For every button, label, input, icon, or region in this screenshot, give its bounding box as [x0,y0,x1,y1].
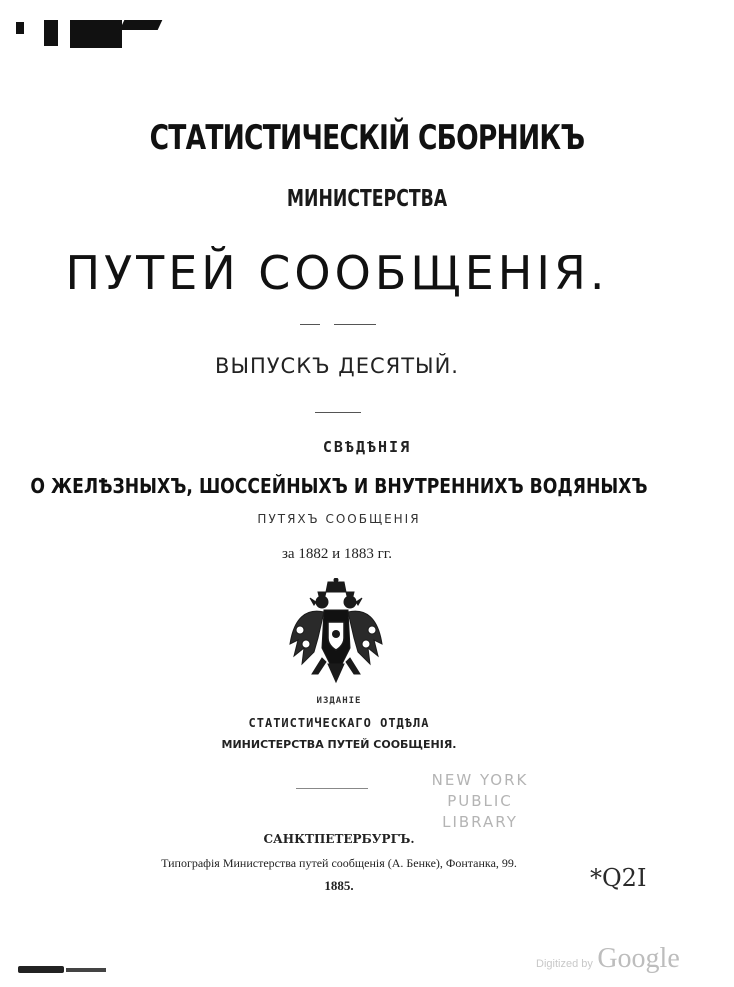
scan-artifact-top [44,20,58,46]
divider-rule [334,324,376,325]
library-stamp-line: LIBRARY [442,813,518,831]
divider-rule [315,412,361,413]
imprint-city: САНКТПЕТЕРБУРГЪ. [263,832,415,846]
heading-svedenia: СВѢДѢНІЯ [322,438,412,456]
call-number: *Q2I [590,864,647,892]
title-line-3: ПУТЕЙ СООБЩЕНІЯ. [65,246,609,300]
imprint-year: 1885. [324,878,354,893]
imprint-ministry: МИНИСТЕРСТВА ПУТЕЙ СООБЩЕНІЯ. [221,738,457,751]
subject-line: О ЖЕЛѢЗНЫХЪ, ШОССЕЙНЫХЪ И ВНУТРЕННИХЪ ВОДЯНЫХЪ [30,474,648,498]
title-line-2: МИНИСТЕРСТВА [286,186,448,212]
library-stamp [430,770,530,833]
digitized-by-google [536,943,680,975]
title-line-1: СТАТИСТИЧЕСКІЙ СБОРНИКЪ [149,118,585,158]
years-covered: за 1882 и 1883 гг. [282,546,392,562]
scan-artifact-bottom [66,968,106,972]
imprint-printer: Типографія Министерства путей сообщенія (А. Бенке), Фонтанка, 99. [161,856,517,870]
scan-artifact-top [120,20,163,30]
scan-artifact-top [70,20,122,48]
library-stamp-line: NEW YORK [431,771,529,789]
scan-artifact-top [16,22,24,34]
scan-artifact-bottom [18,966,64,973]
issue-number: ВЫПУСКЪ ДЕСЯТЫЙ. [215,354,459,378]
subject-continuation: ПУТЯХЪ СООБЩЕНІЯ [257,512,421,526]
digitized-by-label: Digitized by [536,958,593,970]
divider-rule [296,788,368,789]
imprint-department: СТАТИСТИЧЕСКАГО ОТДѢЛА [248,716,430,730]
library-stamp-line: PUBLIC [447,792,513,810]
imprint-label: ИЗДАНІЕ [316,696,362,706]
divider-rule [300,324,320,325]
coat-of-arms-emblem [286,578,386,686]
google-logo-text: Google [597,943,680,974]
